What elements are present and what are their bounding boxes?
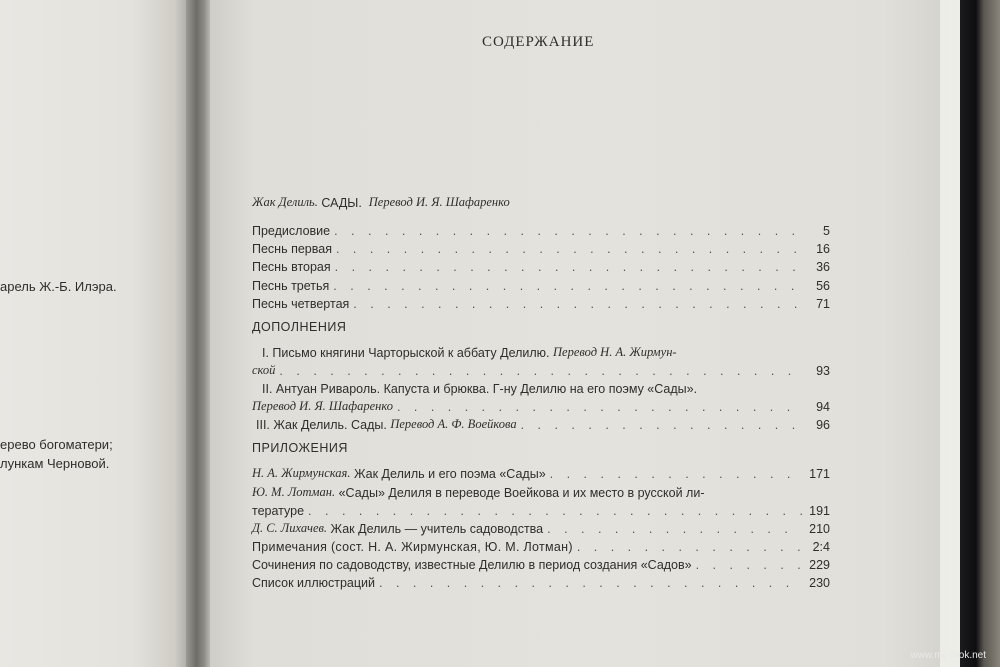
section-heading: ПРИЛОЖЕНИЯ (252, 441, 348, 455)
toc-entry: Сочинения по садоводству, известные Делилю в период создания «Садов» . . . 229 (252, 555, 830, 572)
toc-entry: Д. С. Лихачев. Жак Делиль — учитель садоводства . . . 210 (252, 519, 830, 536)
page-number: 210 (809, 522, 830, 536)
page-number: 230 (809, 576, 830, 590)
page-number: 96 (816, 418, 830, 432)
book-cover (960, 0, 1000, 667)
toc-entry: ской . . . 93 (252, 361, 830, 378)
toc-entry: Примечания (сост. Н. А. Жирмунская, Ю. М. Лотман) . . . 2:4 (252, 537, 830, 554)
toc-entry: Н. А. Жирмунская. Жак Делиль и его поэма «Сады» . . . 171 (252, 464, 830, 481)
page-title: СОДЕРЖАНИЕ (482, 34, 595, 50)
toc-entry: Песнь четвертая . . . 71 (252, 294, 830, 311)
watermark: www.meshok.net (910, 650, 986, 661)
left-page-text: лункам Черновой. (0, 456, 110, 471)
section-header (252, 193, 830, 210)
page-number: 5 (823, 224, 830, 238)
page-number: 16 (816, 242, 830, 256)
toc-entry: I. Письмо княгини Чарторыской к аббату Делилю. Перевод Н. А. Жирмун- (262, 345, 677, 360)
page-number: 93 (816, 364, 830, 378)
toc-entry: II. Антуан Ривароль. Капуста и брюква. Г-ну Делилю на его поэму «Сады». (262, 382, 698, 396)
page-edges (940, 0, 960, 667)
page-number: 191 (809, 504, 830, 518)
toc-entry: Предисловие . . . 5 (252, 221, 830, 238)
toc-entry: тературе . . . 191 (252, 501, 830, 518)
page-number: 36 (816, 260, 830, 274)
page-number: 56 (816, 279, 830, 293)
section-heading: ДОПОЛНЕНИЯ (252, 320, 347, 334)
toc-entry: Песнь третья . . . 56 (252, 276, 830, 293)
page-number: 229 (809, 558, 830, 572)
author: Жак Делиль. (252, 195, 318, 209)
toc-entry: Перевод И. Я. Шафаренко . . . 94 (252, 397, 830, 414)
left-page-text: ерево богоматери; (0, 437, 113, 452)
toc-entry: Ю. М. Лотман. «Сады» Делиля в переводе Воейкова и их место в русской ли- (252, 485, 705, 500)
left-page (0, 0, 190, 667)
toc-entry: Песнь первая . . . 16 (252, 239, 830, 256)
translator: Перевод И. Я. Шафаренко (368, 195, 510, 209)
page-number: 2:4 (812, 540, 830, 554)
page-number: 171 (809, 467, 830, 481)
book-gutter (186, 0, 212, 667)
toc-entry: Список иллюстраций . . . 230 (252, 573, 830, 590)
toc-entry: III. Жак Делиль. Сады. Перевод А. Ф. Воейкова . . . 96 (256, 415, 830, 432)
work-title: САДЫ. (321, 196, 362, 210)
page-number: 94 (816, 400, 830, 414)
page-number: 71 (816, 297, 830, 311)
toc-entry: Песнь вторая . . . 36 (252, 257, 830, 274)
left-page-text: арель Ж.-Б. Илэра. (0, 279, 117, 294)
